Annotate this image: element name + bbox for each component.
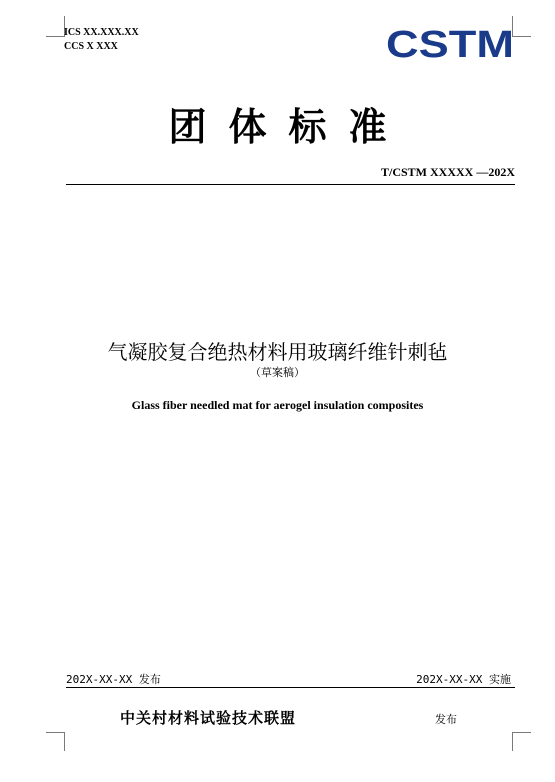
classification-codes [64,26,139,54]
ccs-code: CCS X XXX [64,41,118,52]
title-english: Glass fiber needled mat for aerogel insulation composites [131,398,424,412]
implement-date: 202X-XX-XX 实施 [416,673,511,686]
crop-mark-bottom-left [46,732,65,751]
cstm-logo [385,26,515,60]
crop-mark-top-left [46,16,65,37]
crop-mark-bottom-right [512,732,531,751]
footer-divider [66,687,515,688]
title-chinese: 气凝胶复合绝热材料用玻璃纤维针刺毡 [107,340,448,364]
issuing-organization: 中关村材料试验技术联盟 [120,709,297,727]
logo-text: CSTM [386,26,514,60]
ics-code: ICS XX.XXX.XX [64,27,139,38]
draft-status: （草案稿） [250,366,305,379]
issue-label: 发布 [435,713,457,726]
document-type-heading: 团体标准 [168,104,409,149]
publish-date: 202X-XX-XX 发布 [66,673,161,686]
standard-number: T/CSTM XXXXX —202X [380,165,515,179]
header-divider [66,184,515,185]
